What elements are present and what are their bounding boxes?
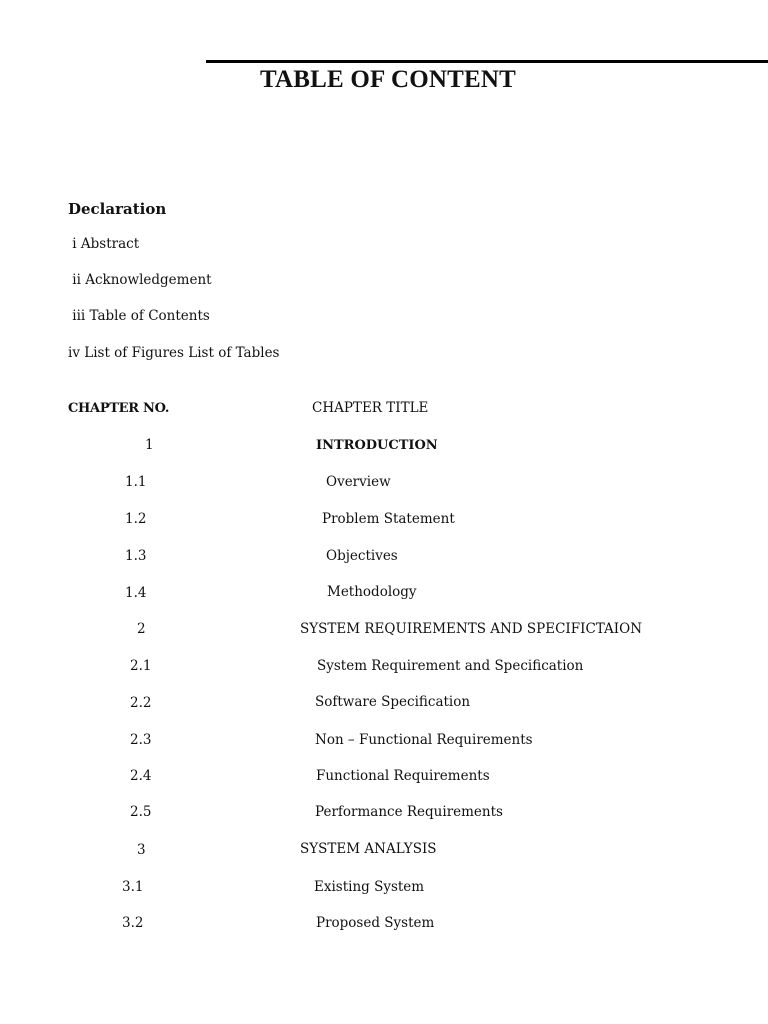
entry-title: INTRODUCTION bbox=[316, 438, 438, 453]
entry-title: Software Specification bbox=[315, 694, 471, 710]
entry-number: 3.1 bbox=[122, 879, 144, 895]
entry-number: 2.2 bbox=[130, 695, 152, 711]
front-matter-lists: iv List of Figures List of Tables bbox=[68, 345, 280, 361]
entry-number: 1 bbox=[145, 437, 154, 453]
entry-number: 1.4 bbox=[125, 585, 147, 601]
entry-title: Non – Functional Requirements bbox=[315, 732, 533, 748]
entry-title: Problem Statement bbox=[322, 511, 455, 527]
front-matter-acknowledgement: ii Acknowledgement bbox=[68, 272, 212, 288]
entry-number: 2.1 bbox=[130, 658, 152, 674]
entry-number: 2.4 bbox=[130, 768, 152, 784]
front-matter-abstract: i Abstract bbox=[68, 236, 140, 252]
entry-title: Existing System bbox=[314, 879, 425, 895]
column-header-chapter-title: CHAPTER TITLE bbox=[312, 400, 429, 416]
entry-number: 2 bbox=[137, 621, 146, 637]
entry-number: 3.2 bbox=[122, 915, 144, 931]
entry-title: Proposed System bbox=[316, 915, 435, 931]
entry-title: SYSTEM ANALYSIS bbox=[300, 841, 437, 857]
entry-title: SYSTEM REQUIREMENTS AND SPECIFICTAION bbox=[300, 621, 643, 637]
entry-title: Overview bbox=[326, 474, 391, 490]
entry-number: 2.3 bbox=[130, 732, 152, 748]
entry-number: 3 bbox=[137, 842, 146, 858]
entry-title: Performance Requirements bbox=[315, 804, 503, 820]
entry-title: Functional Requirements bbox=[316, 768, 490, 784]
entry-title: Methodology bbox=[327, 584, 417, 600]
entry-number: 2.5 bbox=[130, 804, 152, 820]
column-header-chapter-no: CHAPTER NO. bbox=[68, 401, 170, 416]
entry-title: Objectives bbox=[326, 548, 398, 564]
entry-number: 1.2 bbox=[125, 511, 147, 527]
page-title: TABLE OF CONTENT bbox=[260, 66, 517, 93]
entry-number: 1.3 bbox=[125, 548, 147, 564]
front-matter-table-of-contents: iii Table of Contents bbox=[68, 308, 210, 324]
entry-title: System Requirement and Specification bbox=[317, 658, 584, 674]
front-matter-declaration: Declaration bbox=[68, 200, 167, 218]
entry-number: 1.1 bbox=[125, 474, 147, 490]
top-rule bbox=[206, 60, 768, 63]
